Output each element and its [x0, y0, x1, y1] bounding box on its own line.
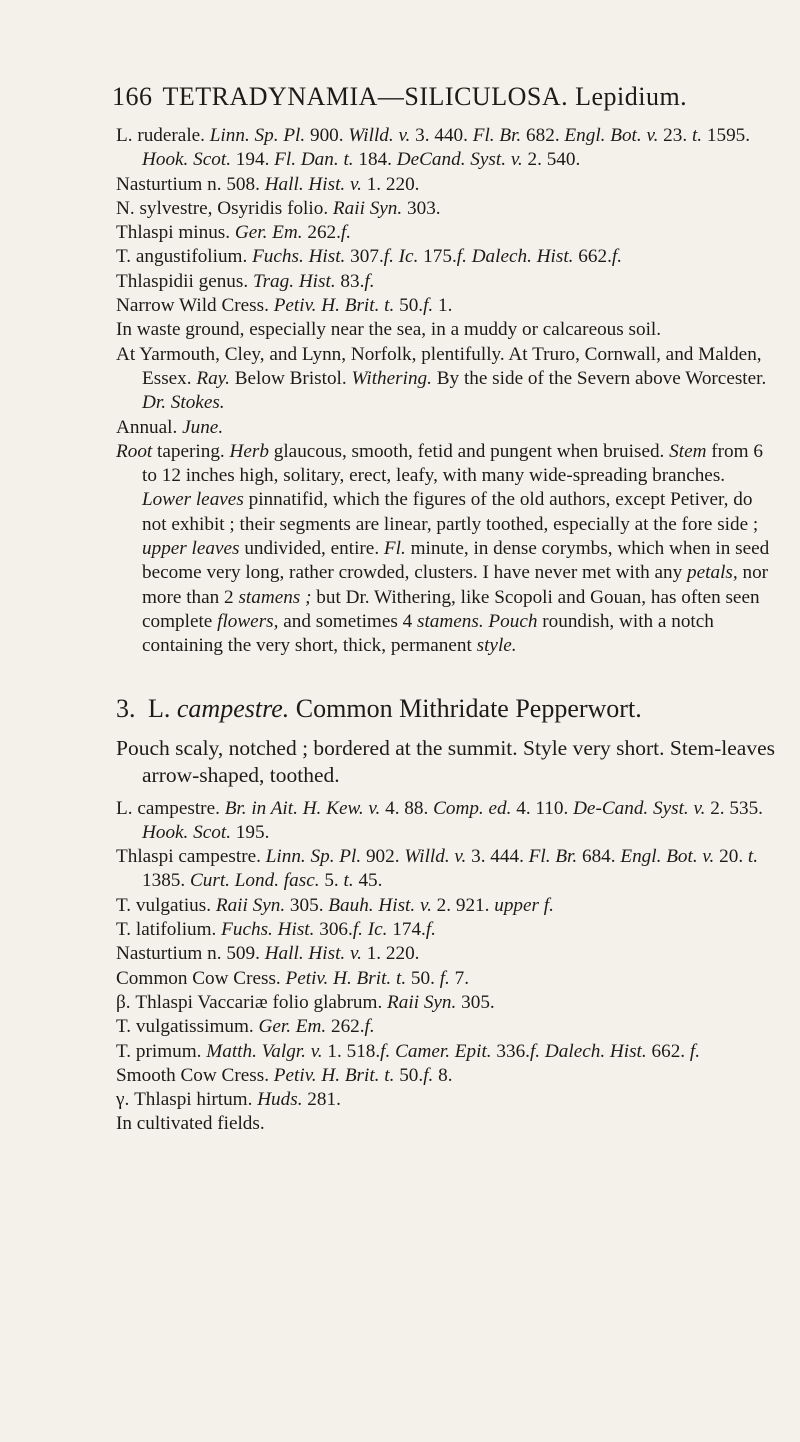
synonym-text: 23. [658, 125, 692, 146]
synonym-citation: f. [423, 295, 434, 317]
synonym-text: 45. [353, 870, 383, 892]
description-citation: flowers, [217, 610, 279, 632]
synonym-text: Thlaspi minus. [116, 222, 235, 244]
description-text: nor more than 2 [142, 562, 769, 608]
description-citation: upper leaves [142, 538, 240, 560]
synonym-text: Nasturtium n. 508. [116, 173, 265, 195]
synonym-text: 662. [573, 246, 612, 268]
synonym-text: 50. [394, 295, 424, 317]
description-text: glaucous, smooth, fetid and pungent when bruised. [268, 440, 670, 462]
description-citation: Lower leaves [142, 489, 244, 511]
synonym-text: Thlaspi campestre. [116, 846, 266, 868]
synonym-text: T. primum. [116, 1040, 207, 1062]
synonym-line [116, 845, 776, 894]
synonym-citation: Ger. Em. [234, 222, 303, 244]
synonym-line [116, 894, 776, 918]
synonym-text: T. vulgatissimum. [116, 1016, 259, 1038]
description-text: undivided, entire. [239, 538, 384, 560]
synonym-citation: Petiv. H. Brit. t. [273, 1064, 395, 1086]
synonym-text: T. angustifolium. [116, 246, 253, 268]
synonym-text: 20. [714, 846, 748, 868]
synonym-text: Narrow Wild Cress. [116, 295, 274, 317]
synonym-text: Smooth Cow Cress. [116, 1064, 274, 1086]
species-common-name: Common Mithridate Pepperwort. [295, 693, 642, 723]
synonym-text: 2. 540. [522, 149, 581, 171]
duration-ruderale [116, 416, 776, 440]
synonym-line [116, 1015, 776, 1039]
synonym-citation: Petiv. H. Brit. t. [273, 295, 395, 317]
synonym-citation: f. [689, 1040, 701, 1062]
description-citation: Herb [229, 440, 269, 462]
description-citation: Root [116, 440, 153, 462]
synonym-text: 8. [433, 1064, 453, 1086]
description-text: but Dr. Withering, like Scopoli and Gouan, has often seen complete [142, 586, 760, 632]
synonym-text: 83. [335, 270, 365, 292]
synonym-text: Thlaspidii genus. [116, 270, 253, 292]
synonym-text: 682. [521, 125, 565, 146]
synonym-citation: Fl. Dan. t. [274, 149, 354, 171]
synonym-text: 303. [402, 197, 441, 219]
synonym-text: 194. [231, 149, 275, 171]
synonym-citation: Camer. Epit. [395, 1040, 492, 1062]
synonym-citation: f. [456, 246, 467, 268]
synonym-citation: Trag. Hist. [252, 270, 336, 292]
synonym-text: β. Thlaspi Vaccariæ folio glabrum. [116, 991, 388, 1013]
synonym-text: 684. [577, 846, 621, 868]
synonym-text: 174. [387, 919, 426, 941]
synonym-line [116, 967, 776, 991]
description-text: minute, in dense corymbs, which when in seed become very long, rather crowded, clusters. I have never met with any [142, 538, 770, 584]
synonym-citation: f. [423, 1064, 434, 1086]
synonym-citation: Hook. Scot. [142, 821, 231, 843]
synonym-text: 184. [353, 149, 397, 171]
synonym-text: L. ruderale. [116, 125, 210, 146]
synonym-citation: f. [439, 967, 450, 989]
locality-text: At Yarmouth, Cley, and Lynn, Norfolk, plentifully. At Truro, Cornwall, and Malden, Essex. [116, 343, 762, 389]
synonym-text: 336. [491, 1040, 530, 1062]
synonym-citation: Willd. v. [404, 846, 467, 868]
synonym-line [116, 797, 776, 846]
synonym-citation: Dalech. Hist. [544, 1040, 647, 1062]
synonym-text: 175. [418, 246, 457, 268]
description-ruderale [116, 440, 776, 659]
synonym-citation: f. [529, 1040, 541, 1062]
description-text: tapering. [152, 440, 230, 462]
synonym-text: 2. 535. [705, 797, 763, 819]
synonym-citation: Raii Syn. [387, 991, 457, 1013]
synonym-citation: t. [691, 125, 703, 146]
synonym-text: N. sylvestre, Osyridis folio. [116, 197, 333, 219]
synonym-citation: t. [343, 870, 354, 892]
synonym-citation: Engl. Bot. v. [564, 125, 659, 146]
synonym-text: 307. [345, 246, 384, 268]
synonym-citation: t. [747, 846, 759, 868]
synonym-citation: f. [425, 919, 436, 941]
synonym-citation: f. [380, 1040, 391, 1062]
synonym-citation: Huds. [257, 1089, 303, 1111]
synonym-citation: f. [611, 246, 622, 268]
synonym-text: Nasturtium n. 509. [116, 943, 265, 965]
description-citation: Fl. [383, 538, 406, 560]
synonym-citation: Ic. [398, 246, 419, 268]
synonym-citation: Willd. v. [348, 125, 411, 146]
synonym-citation: Hall. Hist. v. [264, 173, 362, 195]
locality-text: Below Bristol. [229, 367, 352, 389]
synonym-line [116, 197, 776, 221]
page-body [116, 124, 776, 1137]
description-citation: style. [476, 635, 517, 657]
locality-ruderale [116, 343, 776, 416]
synonym-citation: Hook. Scot. [142, 149, 231, 171]
synonym-text: 4. 110. [511, 797, 574, 819]
description-citation: stamens. [417, 610, 484, 632]
synonym-citation: Hall. Hist. v. [264, 943, 362, 965]
species-heading-campestre [116, 693, 776, 725]
synonym-text: 262. [302, 222, 341, 244]
diagnosis-campestre: Pouch scaly, notched ; bordered at the summit. Style very short. Stem-leaves arrow-shaped, toothed. [116, 735, 775, 787]
synonym-citation: Comp. ed. [433, 797, 512, 819]
description-citation: Pouch [488, 610, 538, 632]
synonym-citation: upper f. [494, 894, 554, 916]
synonym-text: 195. [231, 821, 270, 843]
synonym-text: 1595. [702, 125, 751, 146]
synonym-citation: Fuchs. Hist. [252, 246, 346, 268]
synonym-text: 3. 444. [466, 846, 529, 868]
synonym-citation: Engl. Bot. v. [620, 846, 715, 868]
synonym-line [116, 991, 776, 1015]
synonym-text: 900. [305, 125, 349, 146]
synonym-text: 1. [433, 295, 453, 317]
synonym-citation: Br. in Ait. H. Kew. v. [224, 797, 381, 819]
synonym-text: 7. [449, 967, 470, 989]
description-text: pinnatifid, which the figures of the old authors, except Petiver, do not exhibit ; their segments are linear, partly toothed, especially at the fore side ; [142, 489, 759, 535]
duration-citation: June. [182, 416, 224, 438]
synonym-citation: Dalech. Hist. [471, 246, 574, 268]
habitat-ruderale: In waste ground, especially near the sea, in a muddy or calcareous soil. [116, 319, 662, 341]
synonym-line [116, 245, 776, 269]
species-genus: L. [148, 693, 171, 723]
synonym-text: 1. 220. [361, 943, 420, 965]
synonym-text: 305. [456, 991, 495, 1013]
synonym-text: 262. [326, 1016, 365, 1038]
running-head [112, 82, 772, 112]
synonym-line [116, 942, 776, 966]
synonym-citation: f. [383, 246, 394, 268]
synonym-citation: Fl. Br. [472, 125, 522, 146]
synonym-citation: Bauh. Hist. v. [328, 894, 432, 916]
synonym-text: T. vulgatius. [116, 894, 216, 916]
synonym-line [116, 1040, 776, 1064]
synonym-line [116, 173, 776, 197]
description-citation: stamens ; [238, 586, 312, 608]
synonym-text: Common Cow Cress. [116, 967, 286, 989]
synonym-citation: Fuchs. Hist. [221, 919, 315, 941]
synonym-text: 662. [646, 1040, 690, 1062]
synonym-text: 2. 921. [431, 894, 495, 916]
synonym-text: T. latifolium. [116, 919, 222, 941]
habitat-campestre: In cultivated fields. [116, 1113, 265, 1135]
page-number: 166 [112, 82, 153, 111]
synonym-citation: Linn. Sp. Pl. [209, 125, 306, 146]
synonym-text: 50. [406, 967, 440, 989]
synonym-text: 305. [285, 894, 329, 916]
synonym-text: 3. 440. [410, 125, 473, 146]
synonym-citation: f. [340, 222, 352, 244]
synonym-line [116, 124, 776, 173]
synonym-text: 50. [394, 1064, 424, 1086]
synonym-citation: Raii Syn. [215, 894, 286, 916]
locality-citation: Ray. [196, 367, 230, 389]
synonym-citation: Ic. [367, 919, 388, 941]
synonym-citation: Fl. Br. [528, 846, 578, 868]
synonym-citation: f. [364, 270, 375, 292]
synonym-text: 306. [314, 919, 353, 941]
description-text: from 6 to 12 inches high, solitary, erect, leafy, with many wide-spreading branches. [142, 440, 763, 487]
synonym-line [116, 918, 776, 942]
synonym-line [116, 221, 776, 245]
synonym-text: 5. [319, 870, 344, 892]
description-citation: petals, [687, 562, 738, 584]
synonym-text: γ. Thlaspi hirtum. [116, 1089, 258, 1111]
synonym-citation: f. [352, 919, 363, 941]
synonym-citation: Linn. Sp. Pl. [265, 846, 362, 868]
synonym-text: 1. 220. [361, 173, 420, 195]
locality-text: By the side of the Severn above Worcester. [431, 367, 767, 389]
synonym-text: 1. 518. [322, 1040, 381, 1062]
running-title: TETRADYNAMIA—SILICULOSA. Lepidium. [162, 82, 688, 111]
species-number: 3. [116, 693, 136, 723]
synonym-citation: f. [364, 1016, 375, 1038]
synonym-citation: Matth. Valgr. v. [206, 1040, 323, 1062]
synonym-line [116, 294, 776, 318]
synonym-text: 281. [302, 1089, 341, 1111]
synonym-text: 4. 88. [380, 797, 434, 819]
synonym-citation: DeCand. Syst. v. [396, 149, 523, 171]
synonym-line [116, 1088, 776, 1112]
synonym-text: 902. [361, 846, 405, 868]
synonymy-block-ruderale [116, 124, 776, 318]
description-text: roundish, with a notch containing the very short, thick, permanent [142, 610, 714, 657]
synonym-citation: Petiv. H. Brit. t. [285, 967, 407, 989]
synonym-line [116, 270, 776, 294]
synonym-citation: De-Cand. Syst. v. [573, 797, 706, 819]
synonym-text: 1385. [142, 870, 190, 892]
description-citation: Stem [669, 440, 707, 462]
synonym-citation: Curt. Lond. fasc. [189, 870, 320, 892]
locality-citation: Withering. [351, 367, 432, 389]
description-text: and sometimes 4 [278, 610, 417, 632]
species-epithet: campestre. [176, 693, 290, 723]
synonym-text: L. campestre. [116, 797, 225, 819]
synonymy-block-campestre [116, 797, 776, 1113]
synonym-citation: Raii Syn. [332, 197, 403, 219]
locality-citation: Dr. Stokes. [142, 392, 225, 414]
synonym-citation: Ger. Em. [258, 1016, 327, 1038]
duration-text: Annual. [116, 416, 183, 438]
synonym-line [116, 1064, 776, 1088]
